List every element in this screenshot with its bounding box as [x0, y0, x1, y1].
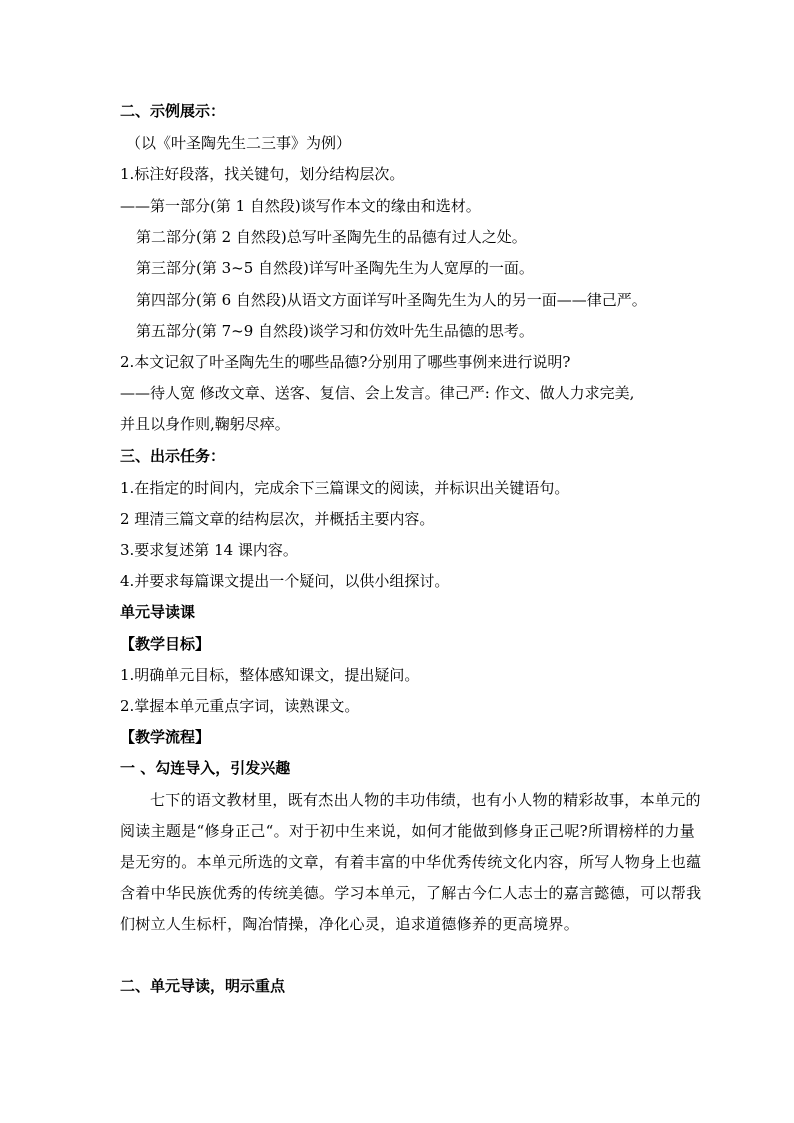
structure-part-2: 第二部分(第 2 自然段)总写叶圣陶先生的品德有过人之处。 — [136, 228, 527, 246]
flow-heading: 【教学流程】 — [120, 728, 211, 746]
structure-part-3: 第三部分(第 3~5 自然段)详写叶圣陶先生为人宽厚的一面。 — [136, 259, 534, 277]
step-2-answer-line-2: 并且以身作则,鞠躬尽瘁。 — [120, 415, 290, 433]
step-2-answer-line-1: ——待人宽 修改文章、送客、复信、会上发言。律己严: 作文、做人力求完美, — [120, 384, 635, 402]
intro-heading: 一 、勾连导入，引发兴趣 — [120, 759, 291, 777]
step-1-text: 1.标注好段落，找关键句，划分结构层次。 — [120, 165, 405, 183]
guide-heading: 二、单元导读，明示重点 — [120, 977, 286, 995]
unit-title: 单元导读课 — [120, 603, 196, 621]
structure-part-4: 第四部分(第 6 自然段)从语文方面详写叶圣陶先生为人的另一面——律己严。 — [136, 291, 647, 309]
task-heading: 三、出示任务： — [120, 447, 226, 465]
task-item-2: 2 理清三篇文章的结构层次，并概括主要内容。 — [120, 510, 435, 528]
goals-heading: 【教学目标】 — [120, 635, 211, 653]
structure-part-5: 第五部分(第 7~9 自然段)谈学习和仿效叶先生品德的思考。 — [136, 322, 534, 340]
goal-item-2: 2.掌握本单元重点字词，读熟课文。 — [120, 697, 360, 715]
example-source: （以《叶圣陶先生二三事》为例） — [126, 134, 352, 152]
intro-paragraph: 七下的语文教材里，既有杰出人物的丰功伟绩，也有小人物的精彩故事，本单元的阅读主题是“修身正己“。对于初中生来说，如何才能做到修身正己呢?所谓榜样的力量是无穷的。本单元所选的文章，有着丰富的中华优秀传统文化内容，所写人物身上也蕴含着中华民族优秀的传统美德。学习本单元，了解古今仁人志士的嘉言懿德，可以帮我们树立人生标杆，陶冶情操，净化心灵，追求道德修养的更高境界。 — [120, 791, 702, 933]
task-item-3: 3.要求复述第 14 课内容。 — [120, 541, 298, 559]
goal-item-1: 1.明确单元目标，整体感知课文，提出疑问。 — [120, 666, 420, 684]
example-heading: 二、示例展示： — [120, 102, 226, 120]
structure-part-1: ——第一部分(第 1 自然段)谈写作本文的缘由和选材。 — [120, 197, 481, 215]
task-item-1: 1.在指定的时间内，完成余下三篇课文的阅读，并标识出关键语句。 — [120, 479, 570, 497]
step-2-question: 2.本文记叙了叶圣陶先生的哪些品德?分别用了哪些事例来进行说明? — [120, 353, 571, 371]
task-item-4: 4.并要求每篇课文提出一个疑问，以供小组探讨。 — [120, 572, 450, 590]
